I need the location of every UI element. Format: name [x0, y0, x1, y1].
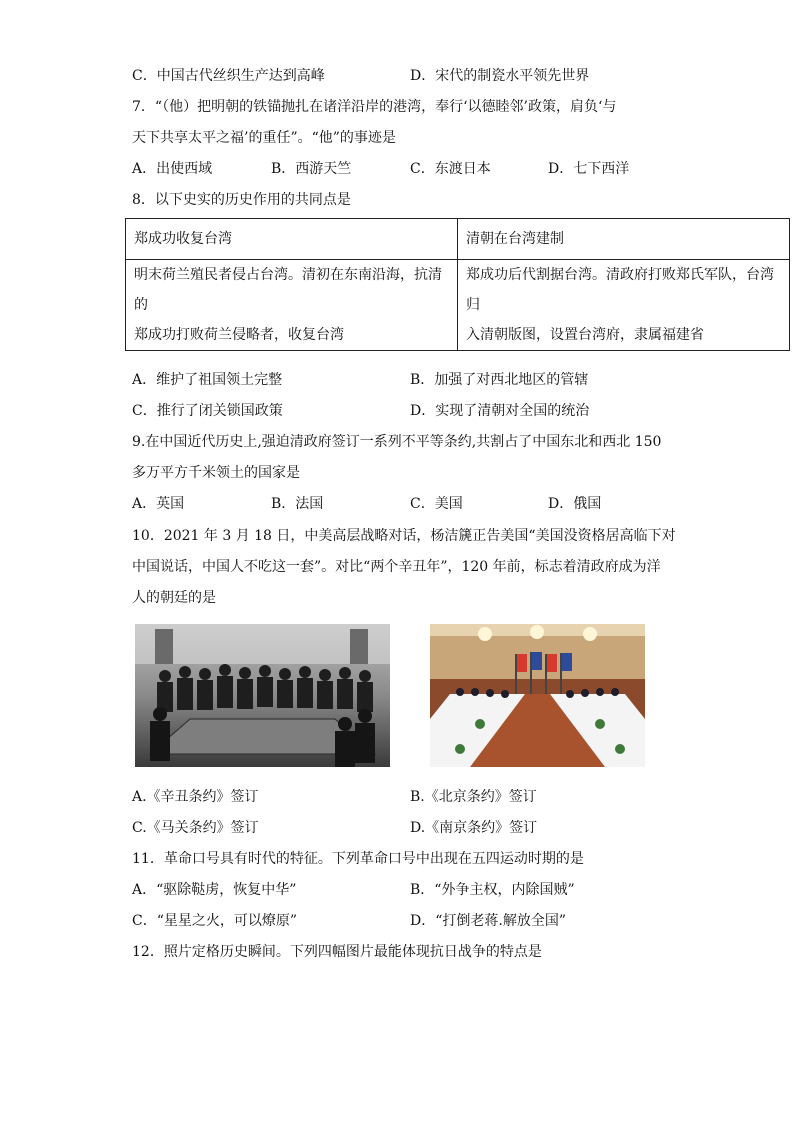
q9-option-c: C．美国	[410, 496, 463, 512]
q8-cell-right-line1: 郑成功后代割据台湾。清政府打败郑氏军队，台湾归	[466, 267, 774, 313]
q10-option-b: B.《北京条约》签订	[410, 789, 537, 805]
q9-option-a: A．英国	[132, 496, 185, 512]
q6-option-c: C．中国古代丝织生产达到高峰	[132, 68, 325, 84]
q7-option-a: A．出使西域	[132, 161, 213, 177]
historical-treaty-photo	[135, 624, 390, 767]
q8-stem: 8．以下史实的历史作用的共同点是	[132, 192, 351, 208]
q11-option-a: A．“驱除鞑虏，恢复中华”	[132, 882, 297, 898]
q8-header-zheng: 郑成功收复台湾	[126, 219, 458, 260]
q8-option-d: D．实现了清朝对全国的统治	[410, 403, 590, 419]
q8-cell-left	[126, 260, 458, 351]
q8-option-a: A．维护了祖国领土完整	[132, 372, 283, 388]
q11-stem: 11．革命口号具有时代的特征。下列革命口号中出现在五四运动时期的是	[132, 851, 584, 867]
q11-option-c: C．“星星之火，可以燎原”	[132, 913, 298, 929]
historical-treaty-photo-drawing	[135, 624, 390, 767]
q7-option-d: D．七下西洋	[548, 161, 630, 177]
q11-option-b: B．“外争主权，内除国贼”	[410, 882, 575, 898]
q10-option-a: A.《辛丑条约》签订	[132, 789, 259, 805]
q7-stem-line2: 天下共享太平之福’的重任”。“他”的事迹是	[132, 130, 396, 146]
modern-dialogue-photo-drawing	[430, 624, 645, 767]
q8-option-b: B．加强了对西北地区的管辖	[410, 372, 589, 388]
q9-stem-line2: 多万平方千米领土的国家是	[132, 465, 300, 481]
q8-table-header-row	[126, 219, 790, 260]
q8-cell-left-line2: 郑成功打败荷兰侵略者，收复台湾	[134, 327, 344, 343]
q8-cell-right-line2: 入清朝版图，设置台湾府，隶属福建省	[466, 327, 704, 343]
q8-option-c: C．推行了闭关锁国政策	[132, 403, 283, 419]
q10-stem-line2: 中国说话，中国人不吃这一套”。对比“两个辛丑年”，120 年前，标志着清政府成为洋	[132, 559, 661, 575]
q8-cell-left-line1: 明末荷兰殖民者侵占台湾。清初在东南沿海，抗清的	[134, 267, 442, 313]
q9-option-d: D．俄国	[548, 496, 602, 512]
q7-stem-line1: 7．“（他）把明朝的铁锚抛扎在诸洋沿岸的港湾，奉行‘以德睦邻’政策，肩负‘与	[132, 99, 617, 115]
q9-stem-line1: 9.在中国近代历史上,强迫清政府签订一系列不平等条约,共割占了中国东北和西北 150	[132, 434, 662, 450]
q8-table-body-row	[126, 260, 790, 351]
q11-option-d: D．“打倒老蒋.解放全国”	[410, 913, 566, 929]
q10-option-c: C.《马关条约》签订	[132, 820, 259, 836]
q10-stem-line1: 10．2021 年 3 月 18 日，中美高层战略对话，杨洁篪正告美国“美国没资格居高临下对	[132, 528, 676, 544]
q10-option-d: D.《南京条约》签订	[410, 820, 538, 836]
q8-table	[125, 218, 790, 351]
q8-cell-right	[458, 260, 790, 351]
modern-dialogue-photo	[430, 624, 645, 767]
q6-option-d: D．宋代的制瓷水平领先世界	[410, 68, 590, 84]
q12-stem: 12．照片定格历史瞬间。下列四幅图片最能体现抗日战争的特点是	[132, 944, 542, 960]
q8-header-qing: 清朝在台湾建制	[458, 219, 790, 260]
q9-option-b: B．法国	[271, 496, 324, 512]
q7-option-b: B．西游天竺	[271, 161, 352, 177]
q7-option-c: C．东渡日本	[410, 161, 491, 177]
q10-stem-line3: 人的朝廷的是	[132, 590, 216, 606]
